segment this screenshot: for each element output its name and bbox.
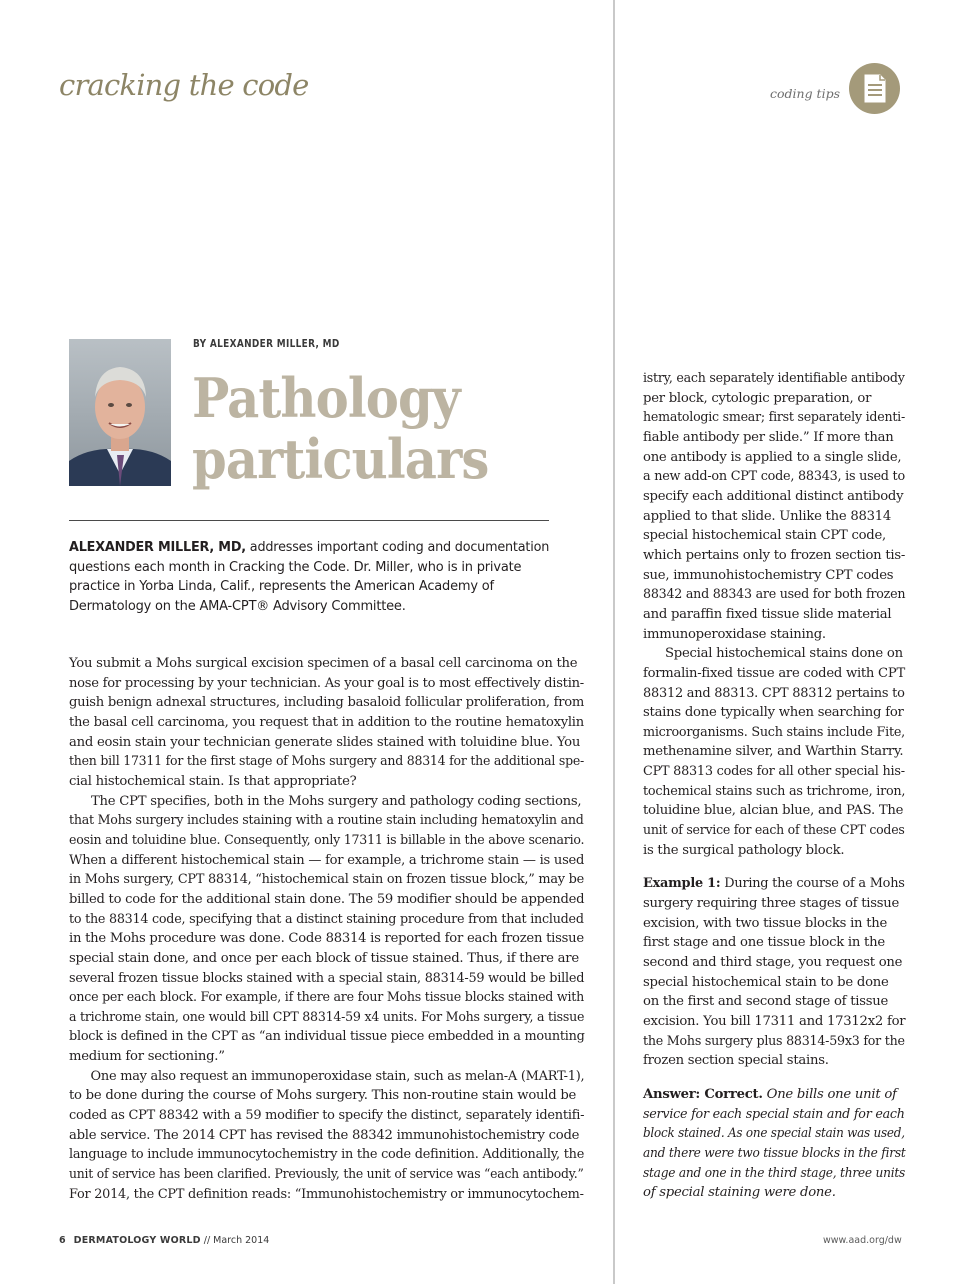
page-number: 6 — [59, 1235, 66, 1246]
body-text: able service. The 2014 CPT has revised the 88342 immunohistochemistry code — [69, 1127, 580, 1143]
document-icon — [849, 63, 900, 114]
body-text: 88342 and 88343 are used for both frozen — [643, 587, 906, 603]
body-text: cial histochemical stain. Is that appropriate? — [69, 773, 357, 789]
body-text: second and third stage, you request one — [643, 955, 903, 971]
body-text: One may also request an immunoperoxidase stain, such as melan-A (MART-1), — [90, 1068, 585, 1084]
issue-date: // March 2014 — [200, 1235, 270, 1246]
intro-author-name: ALEXANDER MILLER, MD, — [69, 540, 246, 555]
body-line — [643, 1051, 905, 1071]
body-text: special histochemical stain to be done — [643, 974, 889, 990]
body-line — [69, 1008, 585, 1028]
body-text: which pertains only to frozen section tis- — [643, 547, 906, 563]
body-text: CPT 88313 codes for all other special his- — [643, 764, 905, 780]
body-line — [643, 973, 905, 993]
body-line — [643, 369, 905, 389]
body-text: hematologic smear; first separately identi- — [643, 410, 905, 426]
author-photo — [69, 339, 171, 486]
body-text: medium for sectioning.” — [69, 1049, 225, 1065]
body-line — [643, 408, 905, 428]
body-line — [643, 933, 905, 953]
body-line — [69, 1185, 584, 1205]
body-text: then bill 17311 for the first stage of Mohs surgery and 88314 for the additional spe- — [69, 754, 585, 770]
run-in-heading: Example 1: — [643, 876, 721, 892]
headline-rule — [69, 520, 549, 521]
body-text: microorganisms. Such stains include Fite, — [643, 724, 905, 740]
body-line — [69, 693, 585, 713]
intro-line — [69, 558, 549, 578]
body-text: a trichrome stain, one would bill CPT 88314-59 x4 units. For Mohs surgery, a tissue — [69, 1009, 585, 1025]
body-line — [69, 733, 584, 753]
body-text: One bills one unit of — [762, 1086, 897, 1102]
body-text: nose for processing by your technician. As your goal is to most effectively distin- — [69, 675, 584, 691]
body-text: once per each block. For example, if there are four Mohs tissue blocks stained with — [69, 990, 585, 1006]
body-line — [643, 821, 905, 841]
body-text: sue, immunohistochemistry CPT codes — [643, 567, 894, 583]
body-text: language to include immunocytochemistry in the code definition. Additionally, the — [69, 1147, 585, 1163]
body-line — [643, 762, 905, 782]
body-text: service for each special stain and for each — [643, 1106, 905, 1122]
body-line — [69, 752, 585, 772]
body-column-right — [643, 369, 905, 1203]
paragraph-gap — [643, 1071, 905, 1085]
body-line — [643, 487, 905, 507]
body-text: surgery requiring three stages of tissue — [643, 896, 900, 912]
section-title: cracking the code — [59, 68, 309, 102]
body-line — [643, 742, 905, 762]
body-line — [643, 507, 905, 527]
body-text: in the Mohs procedure was done. Code 88314 is reported for each frozen tissue — [69, 931, 584, 947]
body-line — [69, 1145, 585, 1165]
body-line — [69, 910, 584, 930]
body-line — [643, 1124, 905, 1144]
intro-text: Dermatology on the AMA-CPT® Advisory Committee. — [69, 598, 406, 614]
body-line — [643, 428, 905, 448]
body-line — [643, 782, 906, 802]
body-line — [69, 890, 585, 910]
body-line — [643, 566, 905, 586]
body-line — [643, 1144, 906, 1164]
body-line — [69, 1165, 584, 1185]
body-text: istry, each separately identifiable antibody — [643, 371, 905, 386]
body-line — [643, 684, 905, 704]
body-text: You submit a Mohs surgical excision specimen of a basal cell carcinoma on the — [69, 656, 578, 671]
intro-text: addresses important coding and documentation — [245, 540, 550, 555]
body-text: per block, cytologic preparation, or — [643, 390, 872, 406]
intro-line — [69, 577, 549, 597]
body-line — [643, 1085, 905, 1105]
body-line — [643, 1032, 905, 1052]
body-line — [69, 929, 583, 949]
intro-text: questions each month in Cracking the Code. Dr. Miller, who is in private — [69, 559, 522, 575]
body-text: block stained. As one special stain was used, — [643, 1126, 905, 1142]
body-text: During the course of a Mohs — [720, 876, 905, 892]
body-line — [643, 644, 905, 664]
body-text: immunoperoxidase staining. — [643, 626, 826, 642]
headline — [192, 368, 488, 490]
body-text: one antibody is applied to a single slide, — [643, 449, 902, 465]
body-text: methenamine silver, and Warthin Starry. — [643, 744, 904, 760]
body-line — [69, 870, 584, 890]
body-text: and eosin stain your technician generate slides stained with toluidine blue. You — [69, 734, 581, 750]
body-text: billed to code for the additional stain done. The 59 modifier should be appended — [69, 891, 585, 907]
body-line — [643, 1105, 905, 1125]
body-line — [643, 1164, 906, 1184]
body-line — [69, 674, 584, 694]
body-text: to be done during the course of Mohs surgery. This non-routine stain would be — [69, 1088, 577, 1104]
byline: BY ALEXANDER MILLER, MD — [193, 338, 340, 350]
body-line — [69, 811, 584, 831]
body-line — [643, 448, 905, 468]
body-text: stage and one in the third stage, three units — [643, 1165, 906, 1181]
body-text: and paraffin fixed tissue slide material — [643, 606, 892, 622]
body-text: a new add-on CPT code, 88343, is used to — [643, 469, 905, 485]
body-text: frozen section special stains. — [643, 1053, 829, 1069]
body-text: of special staining were done. — [643, 1185, 836, 1201]
run-in-heading: Answer: Correct. — [643, 1086, 763, 1102]
body-text: excision. You bill 17311 and 17312x2 for — [643, 1014, 906, 1029]
body-line — [643, 953, 905, 973]
body-line — [643, 467, 905, 487]
headline-line-1: Pathology — [192, 366, 460, 430]
body-line — [69, 969, 585, 989]
body-text: toluidine blue, alcian blue, and PAS. The — [643, 803, 904, 819]
intro-line — [69, 538, 550, 558]
body-line — [643, 1183, 905, 1203]
headline-line-2: particulars — [192, 427, 489, 491]
body-text: When a different histochemical stain — for example, a trichrome stain — is used — [69, 852, 585, 868]
body-text: formalin-fixed tissue are coded with CPT — [643, 665, 905, 681]
body-line — [69, 1086, 584, 1106]
body-text: to the 88314 code, specifying that a distinct staining procedure from that included — [69, 911, 584, 927]
body-line — [643, 546, 905, 566]
footer-url: www.aad.org/dw — [823, 1235, 902, 1246]
body-text: eosin and toluidine blue. Consequently, only 17311 is billable in the above scenario. — [69, 832, 585, 848]
body-text: in Mohs surgery, CPT 88314, “histochemical stain on frozen tissue block,” may be — [69, 872, 584, 888]
body-text: 88312 and 88313. CPT 88312 pertains to — [643, 685, 905, 701]
body-line — [69, 988, 585, 1008]
body-line — [69, 713, 584, 733]
body-line — [69, 831, 585, 851]
body-line — [643, 1012, 905, 1032]
body-line — [643, 664, 904, 684]
body-text: unit of service has been clarified. Previously, the unit of service was “each antibody.” — [69, 1167, 584, 1183]
body-text: fiable antibody per slide.” If more than — [643, 429, 894, 445]
body-line — [69, 1047, 584, 1067]
body-line — [643, 703, 905, 723]
body-text: first stage and one tissue block in the — [643, 935, 885, 951]
body-text: applied to that slide. Unlike the 88314 — [643, 508, 892, 524]
body-text: several frozen tissue blocks stained with a special stain, 88314-59 would be billed — [69, 970, 585, 986]
body-text: that Mohs surgery includes staining with a routine stain including hematoxylin and — [69, 813, 584, 829]
body-line — [643, 585, 906, 605]
body-line — [643, 723, 905, 743]
body-text: stains done typically when searching for — [643, 705, 904, 721]
body-text: Special histochemical stains done on — [665, 646, 903, 662]
paragraph-gap — [643, 860, 905, 874]
body-text: the Mohs surgery plus 88314-59x3 for the — [643, 1033, 905, 1049]
body-line — [643, 992, 905, 1012]
body-line — [69, 851, 585, 871]
body-text: excision, with two tissue blocks in the — [643, 915, 888, 931]
body-line — [643, 625, 905, 645]
body-line — [643, 914, 905, 934]
body-line — [69, 1067, 585, 1087]
body-line — [643, 874, 905, 894]
body-text: special histochemical stain CPT code, — [643, 528, 886, 544]
body-line — [69, 949, 584, 969]
body-text: unit of service for each of these CPT codes — [643, 823, 905, 839]
body-line — [69, 1106, 585, 1126]
body-text: specify each additional distinct antibody — [643, 488, 904, 504]
body-line — [643, 894, 905, 914]
magazine-name: DERMATOLOGY WORLD — [73, 1235, 201, 1246]
body-line — [69, 1027, 585, 1047]
body-line — [643, 605, 905, 625]
body-line — [69, 654, 584, 674]
body-text: The CPT specifies, both in the Mohs surgery and pathology coding sections, — [91, 793, 582, 809]
body-text: and there were two tissue blocks in the first — [643, 1145, 906, 1161]
body-text: coded as CPT 88342 with a 59 modifier to specify the distinct, separately identifi- — [69, 1108, 585, 1124]
body-text: tochemical stains such as trichrome, iron, — [643, 783, 906, 799]
body-text: block is defined in the CPT as “an individual tissue piece embedded in a mounting — [69, 1029, 585, 1045]
body-text: guish benign adnexal structures, including basaloid follicular proliferation, from — [69, 695, 585, 711]
body-line — [69, 1126, 584, 1146]
intro-text: practice in Yorba Linda, Calif., represents the American Academy of — [69, 579, 494, 595]
body-line — [643, 801, 905, 821]
footer-left — [59, 1235, 269, 1246]
body-text: special stain done, and once per each block of tissue stained. Thus, if there are — [69, 950, 579, 966]
body-line — [69, 772, 584, 792]
column-divider — [613, 0, 615, 1284]
body-text: the basal cell carcinoma, you request that in addition to the routine hematoxylin — [69, 714, 584, 730]
body-line — [643, 389, 905, 409]
author-intro — [69, 538, 549, 616]
body-line — [69, 792, 584, 812]
body-text: is the surgical pathology block. — [643, 842, 845, 858]
body-line — [643, 841, 905, 861]
intro-line — [69, 597, 549, 617]
body-line — [643, 526, 905, 546]
body-text: on the first and second stage of tissue — [643, 994, 889, 1010]
body-text: For 2014, the CPT definition reads: “Immunohistochemistry or immunocytochem- — [69, 1186, 584, 1202]
body-column-left — [69, 654, 584, 1204]
section-tag: coding tips — [770, 86, 840, 101]
